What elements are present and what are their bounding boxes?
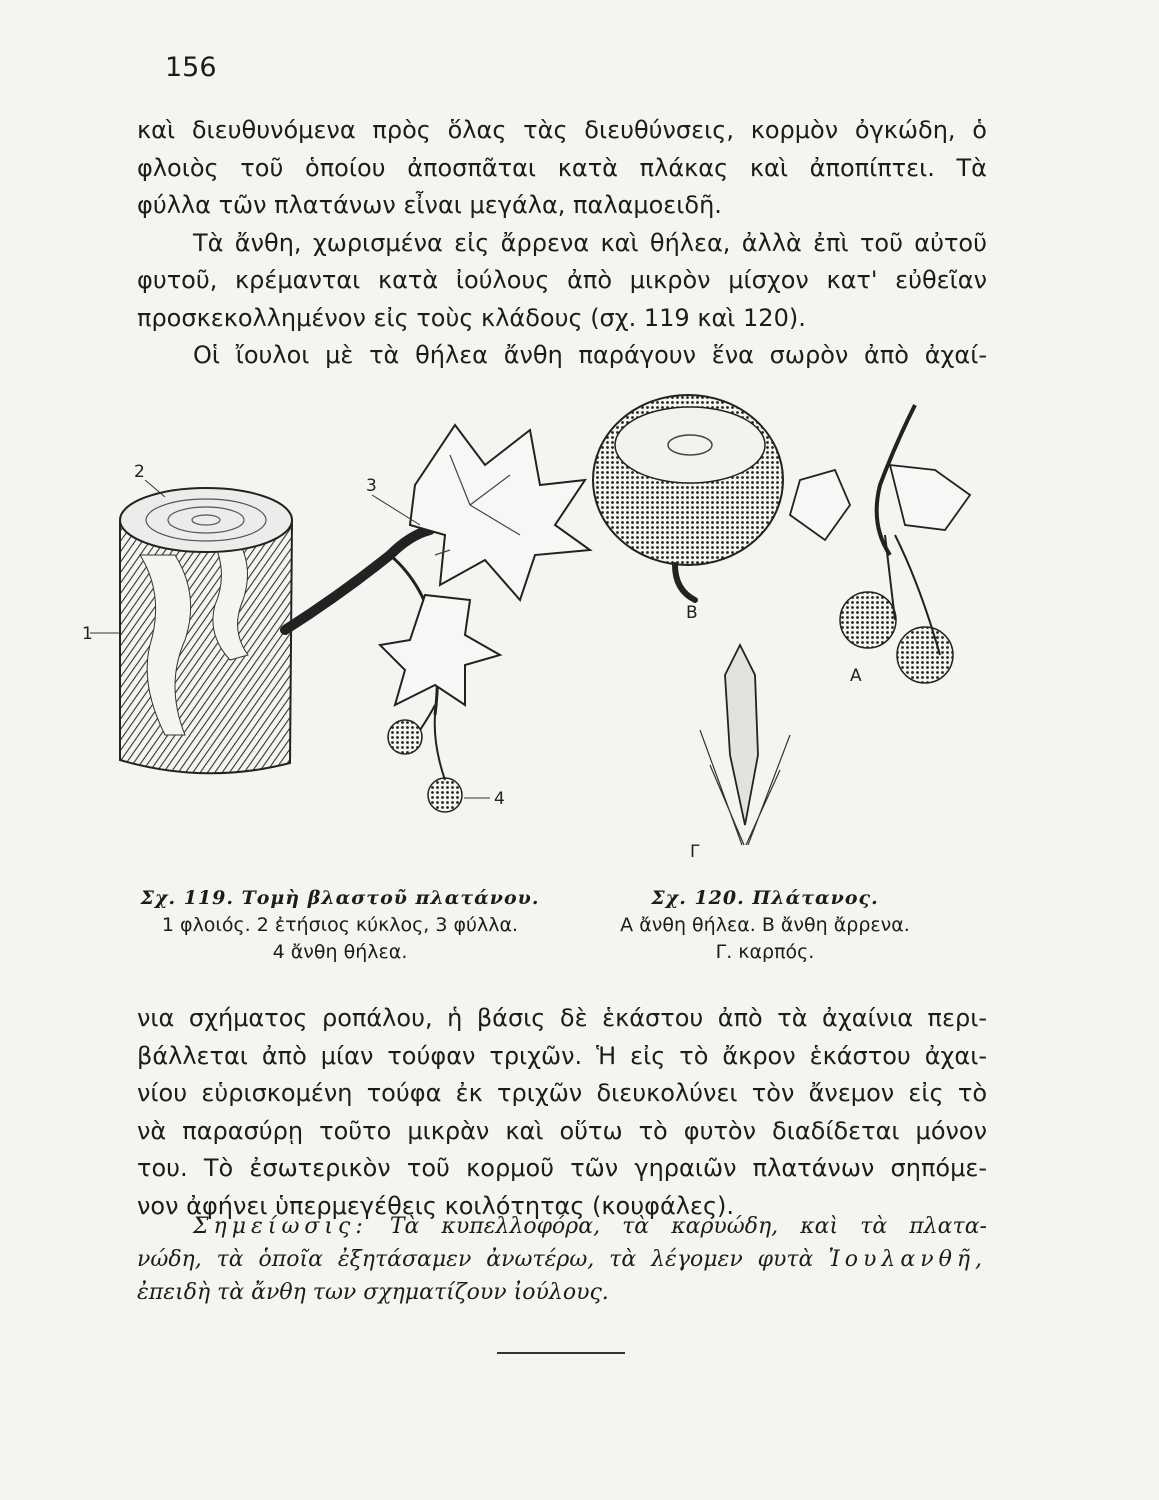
label-male: Β xyxy=(686,603,698,623)
text-line: νίου εὑρισκομένη τούφα ἐκ τριχῶν διευκολύνει τὸν ἄνεμον εἰς τὸ xyxy=(137,1079,987,1107)
note-text: νώδη, τὰ ὁποῖα ἐξητάσαμεν ἀνωτέρω, τὰ λέγομεν φυτὰ xyxy=(137,1247,814,1272)
stem-section-drawing xyxy=(82,425,590,812)
text-line: φυτοῦ, κρέμανται κατὰ ἰούλους ἀπὸ μικρὸν μίσχον κατ' εὐθεῖαν xyxy=(137,266,987,294)
figure-119-title: Σχ. 119. Τομὴ βλαστοῦ πλατάνου. xyxy=(140,887,540,909)
note-label: Σημείωσις: xyxy=(193,1214,368,1239)
figure-120-title: Σχ. 120. Πλάτανος. xyxy=(651,887,879,909)
plane-tree-illustration xyxy=(82,385,990,885)
figure-120-legend-line: Γ. καρπός. xyxy=(715,941,815,963)
figure-119-legend-line: 4 ἄνθη θήλεα. xyxy=(272,941,408,963)
note-term: Ἰουλανθῆ, xyxy=(828,1247,988,1272)
text-line: του. Τὸ ἐσωτερικὸν τοῦ κορμοῦ τῶν γηραιῶν πλατάνων σηπόμε- xyxy=(137,1154,987,1182)
text-line: Τὰ ἄνθη, χωρισμένα εἰς ἄρρενα καὶ θήλεα, ἀλλὰ ἐπὶ τοῦ αὐτοῦ xyxy=(193,228,987,257)
label-leaves: 3 xyxy=(366,476,377,496)
plane-tree-parts-drawing xyxy=(593,395,970,862)
text-line: Οἱ ἴουλοι μὲ τὰ θήλεα ἄνθη παράγουν ἕνα σωρὸν ἀπὸ ἀχαί- xyxy=(193,341,987,369)
top-paragraph xyxy=(137,112,987,375)
text-line: βάλλεται ἀπὸ μίαν τούφαν τριχῶν. Ἡ εἰς τὸ ἄκρον ἑκάστου ἀχαι- xyxy=(137,1041,987,1070)
text-line: νον ἀφήνει ὑπερμεγέθεις κοιλότητας (κουφάλες). xyxy=(137,1191,735,1220)
text-line: φύλλα τῶν πλατάνων εἶναι μεγάλα, παλαμοειδῆ. xyxy=(137,191,722,219)
note-text: Τὰ κυπελλοφόρα, τὰ καρυώδη, καὶ τὰ πλατα- xyxy=(389,1214,987,1239)
note-line: ἐπειδὴ τὰ ἄνθη των σχηματίζουν ἰούλους. xyxy=(137,1280,609,1305)
label-female: Α xyxy=(850,666,862,686)
note-paragraph xyxy=(137,1210,987,1309)
figure-119-legend-line: 1 φλοιός. 2 ἐτήσιος κύκλος, 3 φύλλα. xyxy=(161,914,519,936)
label-ring: 2 xyxy=(134,462,145,482)
text-line: νὰ παρασύρῃ τοῦτο μικρὰν καὶ οὕτω τὸ φυτὸν διαδίδεται μόνον xyxy=(137,1116,987,1145)
text-line: προσκεκολλημένον εἰς τοὺς κλάδους (σχ. 119 καὶ 120). xyxy=(137,303,806,332)
figures-area xyxy=(82,385,990,885)
label-bark: 1 xyxy=(82,624,93,644)
label-flowers: 4 xyxy=(494,789,505,809)
text-line: νια σχήματος ροπάλου, ἡ βάσις δὲ ἑκάστου ἀπὸ τὰ ἀχαίνια περι- xyxy=(137,1004,987,1032)
label-fruit: Γ xyxy=(690,842,700,862)
note-line xyxy=(137,1210,987,1243)
figure-119-caption xyxy=(130,885,550,966)
text-line: φλοιὸς τοῦ ὁποίου ἀποσπᾶται κατὰ πλάκας καὶ ἀποπίπτει. Τὰ xyxy=(137,153,987,182)
note-line xyxy=(137,1243,987,1276)
text-line: καὶ διευθυνόμενα πρὸς ὅλας τὰς διευθύνσεις, κορμὸν ὀγκώδη, ὁ xyxy=(137,116,987,144)
figure-120-caption xyxy=(590,885,940,966)
end-rule xyxy=(497,1352,625,1354)
page-number: 156 xyxy=(165,52,217,83)
bottom-paragraph xyxy=(137,1000,987,1225)
figure-120-legend-line: Α ἄνθη θήλεα. Β ἄνθη ἄρρενα. xyxy=(620,914,910,936)
